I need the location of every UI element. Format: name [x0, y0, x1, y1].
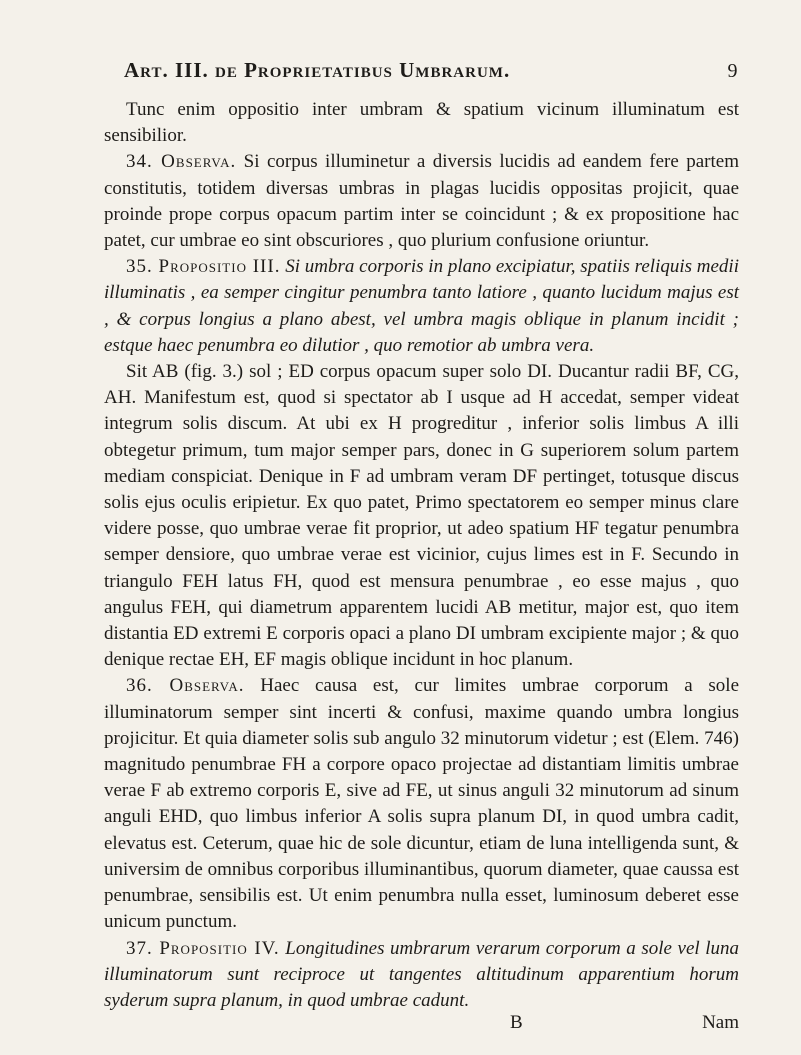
catchword: Nam	[702, 1012, 739, 1033]
paragraph-text: Tunc enim oppositio inter umbram & spatium vicinum illuminatum est sensibilior.	[104, 99, 739, 147]
paragraph-text: Sit AB (fig. 3.) sol ; ED corpus opacum super solo DI. Ducantur radii BF, CG, AH. Manifestum est, quod si spectator ab I usque ad H accedat, semper videat integrum solis discum. At ubi ex H progreditur , inferior solis limbus A illi obtegetur primum, tum major semper pars, donec in G superiorem solum partem mediam conspiciat. Denique in F ad umbram veram DF pertinget, totusque discus solis ejus oculis eripietur. Ex quo patet, Primo spectatorem eo semper minus clare videre posse, quo umbrae verae fit proprior, ut adeo spatium HF tegatur penumbra semper densiore, quo umbrae verae est vicinior, cujus limes est in F. Secundo in triangulo FEH latus FH, quod est mensura penumbrae , eo esse majus , quo angulus FEH, qui diametrum apparentem lucidi AB metitur, major est, quo item distantia ED extremi E corporis opaci a plano DI umbram excipiente major ; & quo denique rectae EH, EF magis oblique incidunt in hoc planum.	[104, 361, 739, 671]
paragraph-35	[104, 254, 739, 359]
proposition-text: Longitudines umbrarum verarum corporum a sole vel luna illuminatorum sunt reciproce ut tangentes altitudinum apparentium horum syderum supra planum, in quod umbrae cadunt.	[104, 937, 739, 1011]
running-header	[104, 58, 739, 83]
section-lead: 37. Propositio IV.	[126, 937, 280, 959]
running-title: Art. III. de Proprietatibus Umbrarum.	[124, 58, 511, 82]
section-lead: 35. Propositio III.	[126, 256, 281, 278]
paragraph-1	[104, 97, 739, 149]
text-body	[104, 97, 739, 1014]
paragraph-text: Si corpus illuminetur a diversis lucidis ad eandem fere partem constitutis, totidem diversas umbras in plagas lucidis oppositas projicit, quae proinde prope corpus opacum partim inter se coincidunt ; & ex propositione hac patet, cur umbrae eo sint obscuriores , quo plurium confusione oriuntur.	[104, 151, 739, 252]
page-number: 9	[727, 60, 739, 82]
paragraph-37	[104, 936, 739, 1015]
paragraph-proof	[104, 359, 739, 673]
section-lead: 34. Observa.	[126, 151, 237, 173]
paragraph-34	[104, 149, 739, 254]
signature-mark: B	[510, 1012, 523, 1033]
paragraph-text: Haec causa est, cur limites umbrae corporum a sole illuminatorum semper sint incerti & confusi, maxime quando umbra longius projicitur. Et quia diameter solis sub angulo 32 minutorum videtur ; est (Elem. 746) magnitudo penumbrae FH a corpore opaco projectae ad distantiam limitis umbrae verae F ab extremo corporis E, sive ad FE, ut sinus anguli 32 minutorum ad sinum anguli EHD, quo limbus inferior A solis supra planum DI, in quod umbra cadit, elevatus est. Ceterum, quae hic de sole dicuntur, etiam de luna intelligenda sunt, & universim de omnibus corporibus illuminantibus, quorum diameter, quae caussa est penumbrae, sensibilis est. Ut enim penumbra nulla esset, luminosum deberet esse unicum punctum.	[104, 675, 739, 933]
proposition-text: Si umbra corporis in plano excipiatur, spatiis reliquis medii illuminatis , ea semper cingitur penumbra tanto latiore , quanto lucidum majus est , & corpus longius a plano abest, vel umbra magis oblique in planum incidit ; estque haec penumbra eo dilutior , quo remotior ab umbra vera.	[104, 256, 739, 356]
section-lead: 36. Observa.	[126, 675, 245, 697]
page-footer	[104, 1012, 739, 1034]
paragraph-36	[104, 673, 739, 935]
